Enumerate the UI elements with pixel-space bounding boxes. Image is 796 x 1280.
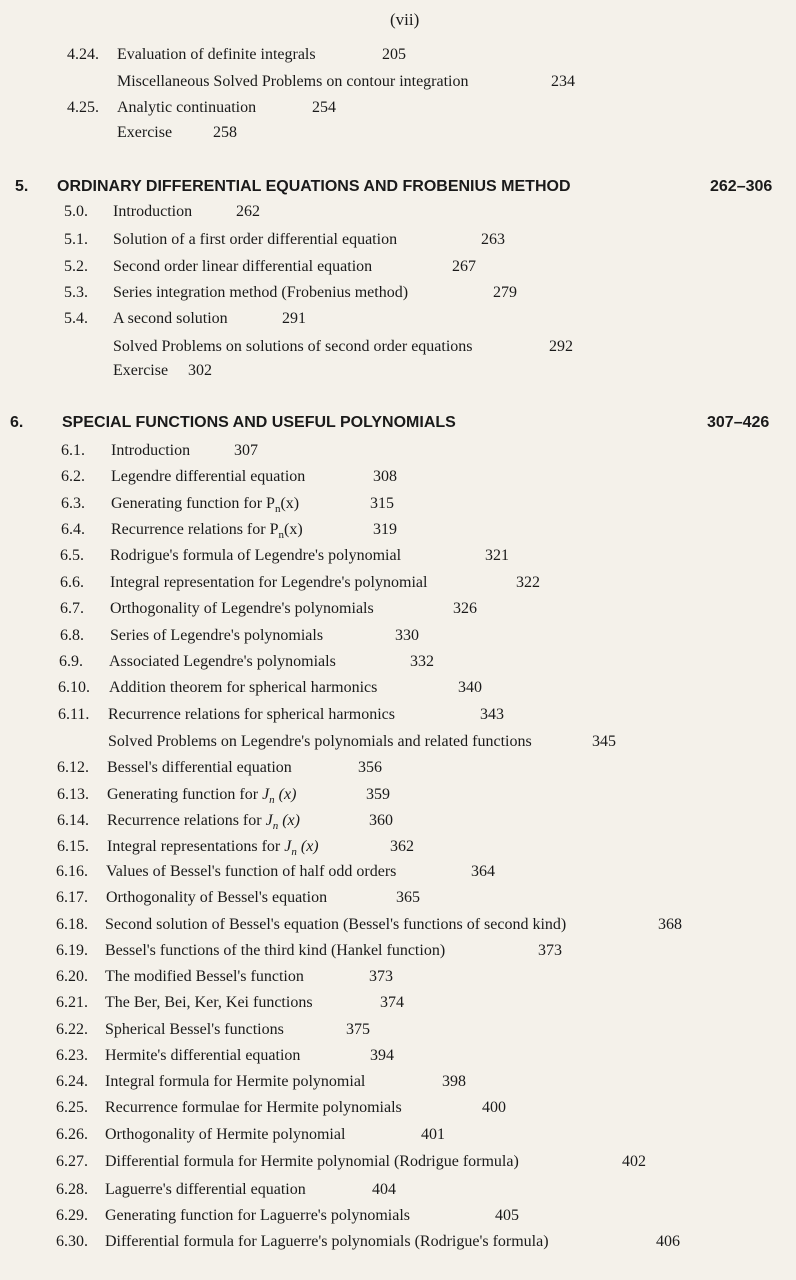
toc-entry-title-text: Integral formula for Hermite polynomial — [105, 1073, 366, 1090]
toc-entry-title-text: Exercise — [117, 124, 173, 141]
toc-entry-page: 319 — [373, 521, 397, 538]
toc-entry-title-text: The modified Bessel's function — [105, 968, 304, 985]
toc-entry-title-text: Solved Problems on Legendre's polynomials and related functions — [108, 733, 532, 750]
toc-entry-title — [111, 495, 299, 515]
toc-entry-title-text: Solved Problems on solutions of second order equations — [113, 338, 473, 355]
toc-entry-title — [108, 706, 395, 724]
toc-entry-title — [113, 258, 372, 276]
toc-entry-page: 373 — [538, 942, 562, 959]
toc-entry-title — [105, 1207, 410, 1225]
toc-entry-page: 254 — [312, 99, 336, 116]
toc-entry-title-text: Exercise — [113, 362, 169, 379]
toc-entry-title — [113, 203, 192, 221]
toc-entry-number: 5.3. — [64, 284, 88, 301]
toc-entry-title-text: Differential formula for Hermite polynomial (Rodrigue formula) — [105, 1153, 519, 1170]
toc-entry-title-text: Introduction — [111, 442, 191, 459]
toc-entry-title-suffix: (x) — [296, 838, 319, 855]
toc-entry-title — [105, 916, 566, 934]
toc-entry-title-text: Orthogonality of Bessel's equation — [106, 889, 328, 906]
toc-entry-title — [117, 46, 316, 64]
toc-entry-title — [113, 338, 473, 356]
toc-entry-number: 6.5. — [60, 547, 84, 564]
toc-entry-title-text: A second solution — [113, 310, 228, 327]
toc-entry-title — [109, 679, 377, 697]
toc-entry-page: 292 — [549, 338, 573, 355]
toc-entry-title — [105, 1126, 345, 1144]
toc-entry-number: 5.4. — [64, 310, 88, 327]
toc-entry-page: 291 — [282, 310, 306, 327]
toc-entry-number: 6.14. — [57, 812, 89, 829]
toc-entry-title-text: Bessel's differential equation — [107, 759, 292, 776]
toc-entry-subscript: n — [274, 503, 281, 516]
toc-entry-subscript: n — [272, 820, 279, 833]
toc-entry-title — [117, 124, 172, 142]
chapter-page-range: 262–306 — [710, 178, 773, 195]
toc-entry-title: Recurrence relations for $J_n$ (x) — [107, 812, 300, 833]
page-number: (vii) — [390, 10, 420, 29]
toc-entry-page: 405 — [495, 1207, 519, 1224]
toc-entry-title-text: Recurrence relations for spherical harmonics — [108, 706, 395, 723]
toc-entry-page: 400 — [482, 1099, 506, 1116]
toc-entry-page: 234 — [551, 73, 575, 90]
toc-entry-title — [117, 99, 256, 117]
toc-entry-page: 322 — [516, 574, 540, 591]
toc-entry-title-text: Associated Legendre's polynomials — [109, 653, 336, 670]
toc-entry-title-suffix: (x) — [283, 521, 303, 538]
toc-entry-subscript: n — [269, 794, 275, 807]
toc-entry-title-text: Integral representation for Legendre's polynomial — [110, 574, 428, 591]
toc-entry-title-text: Differential formula for Laguerre's polynomials (Rodrigue's formula) — [105, 1233, 549, 1250]
toc-entry-title-text: Second order linear differential equation — [113, 258, 373, 275]
toc-entry-page: 321 — [485, 547, 509, 564]
toc-entry-title — [107, 759, 292, 777]
toc-entry-number: 6.21. — [56, 994, 88, 1011]
toc-entry-title-text: Evaluation of definite integrals — [117, 46, 316, 63]
toc-entry-page: 345 — [592, 733, 616, 750]
toc-entry-number: 6.16. — [56, 863, 88, 880]
toc-entry-number: 6.6. — [60, 574, 84, 591]
toc-entry-number: 6.17. — [56, 889, 88, 906]
toc-entry-number: 6.20. — [56, 968, 88, 985]
toc-entry-number: 5.0. — [64, 203, 88, 220]
toc-entry-title-text: The Ber, Bei, Ker, Kei functions — [105, 994, 313, 1011]
toc-entry-title: Generating function for $J_n$ (x) — [107, 786, 297, 807]
toc-entry-title-text: Second solution of Bessel's equation (Bessel's functions of second kind) — [105, 916, 567, 933]
chapter-number: 5. — [15, 178, 29, 195]
toc-entry-title-text: Orthogonality of Legendre's polynomials — [110, 600, 374, 617]
toc-entry-title-text: Introduction — [113, 203, 193, 220]
toc-entry-page: 307 — [234, 442, 258, 459]
toc-entry-title-text: Miscellaneous Solved Problems on contour integration — [117, 73, 469, 90]
toc-entry-page: 364 — [471, 863, 495, 880]
toc-entry-title — [105, 1047, 300, 1065]
toc-entry-title-text: Generating function for Laguerre's polynomials — [105, 1207, 411, 1224]
toc-entry-title-text: Series integration method (Frobenius method) — [113, 284, 409, 301]
toc-entry-page: 326 — [453, 600, 477, 617]
toc-entry-title — [106, 863, 396, 881]
toc-entry-title — [110, 574, 427, 592]
toc-entry-number: 6.25. — [56, 1099, 88, 1116]
toc-entry-title-text: Values of Bessel's function of half odd orders — [106, 863, 397, 880]
toc-entry-title-text: Rodrigue's formula of Legendre's polynomial — [110, 547, 402, 564]
toc-entry-page: 394 — [370, 1047, 394, 1064]
toc-entry-title — [105, 1099, 402, 1117]
toc-entry-page: 330 — [395, 627, 419, 644]
toc-entry-title-text: Integral representations for — [107, 838, 285, 855]
toc-entry-page: 404 — [372, 1181, 396, 1198]
toc-entry-title — [105, 1021, 284, 1039]
toc-entry-page: 302 — [188, 362, 212, 379]
toc-entry-number: 6.3. — [61, 495, 85, 512]
toc-entry-title-text: Addition theorem for spherical harmonics — [109, 679, 378, 696]
toc-entry-page: 359 — [366, 786, 390, 803]
toc-entry-number: 6.19. — [56, 942, 88, 959]
toc-entry-title — [113, 231, 397, 249]
toc-entry-subscript: n — [278, 529, 284, 542]
toc-entry-page: 368 — [658, 916, 682, 933]
toc-entry-number: 6.1. — [61, 442, 85, 459]
toc-entry-page: 267 — [452, 258, 476, 275]
toc-entry-title-text: Series of Legendre's polynomials — [110, 627, 324, 644]
toc-entry-title-text: Generating function for P — [111, 495, 275, 512]
toc-entry-title — [113, 310, 228, 328]
toc-entry-title — [105, 1153, 519, 1171]
toc-entry-page: 360 — [369, 812, 393, 829]
toc-entry-page: 402 — [622, 1153, 646, 1170]
toc-entry-page: 362 — [390, 838, 414, 855]
toc-entry-title-text: Orthogonality of Hermite polynomial — [105, 1126, 346, 1143]
toc-entry-page: 365 — [396, 889, 420, 906]
toc-entry-subscript: n — [291, 846, 297, 859]
toc-entry-title-suffix: (x) — [274, 786, 297, 803]
toc-entry-number: 6.22. — [56, 1021, 88, 1038]
toc-entry-number: 6.30. — [56, 1233, 88, 1250]
toc-entry-title — [109, 653, 336, 671]
toc-entry-title-text: Recurrence relations for P — [111, 521, 279, 538]
toc-entry-page: 356 — [358, 759, 382, 776]
chapter-number: 6. — [10, 414, 24, 431]
toc-entry-page: 263 — [481, 231, 505, 248]
toc-entry-number: 4.25. — [67, 99, 99, 116]
toc-entry-title-suffix: (x) — [280, 495, 300, 512]
toc-entry-title — [105, 968, 304, 986]
toc-entry-title-suffix: (x) — [278, 812, 300, 829]
toc-entry-title-text: Bessel's functions of the third kind (Hankel function) — [105, 942, 446, 959]
toc-entry-page: 343 — [480, 706, 504, 723]
toc-entry-title-text: Recurrence relations for — [107, 812, 266, 829]
toc-entry-page: 308 — [373, 468, 397, 485]
toc-entry-title — [111, 442, 190, 460]
toc-entry-page: 406 — [656, 1233, 680, 1250]
toc-entry-number: 6.29. — [56, 1207, 88, 1224]
toc-entry-number: 6.4. — [61, 521, 85, 538]
toc-entry-number: 6.26. — [56, 1126, 88, 1143]
toc-entry-title — [110, 547, 401, 565]
toc-entry-page: 205 — [382, 46, 406, 63]
toc-entry-title-text: Legendre differential equation — [111, 468, 306, 485]
toc-entry-page: 262 — [236, 203, 260, 220]
toc-entry-number: 6.9. — [59, 653, 83, 670]
toc-entry-title-text: Generating function for — [107, 786, 263, 803]
chapter-page-range: 307–426 — [707, 414, 770, 431]
toc-entry-page: 279 — [493, 284, 517, 301]
toc-entry-title-text: Spherical Bessel's functions — [105, 1021, 284, 1038]
toc-entry-number: 6.24. — [56, 1073, 88, 1090]
toc-entry-number: 6.28. — [56, 1181, 88, 1198]
toc-entry-number: 6.2. — [61, 468, 85, 485]
toc-entry-title-text: Solution of a first order differential equation — [113, 231, 398, 248]
chapter-title: SPECIAL FUNCTIONS AND USEFUL POLYNOMIALS — [62, 414, 456, 431]
toc-entry-page: 374 — [380, 994, 404, 1011]
toc-entry-title — [105, 942, 445, 960]
toc-entry-title — [108, 733, 532, 751]
toc-entry-page: 332 — [410, 653, 434, 670]
chapter-title: ORDINARY DIFFERENTIAL EQUATIONS AND FROBENIUS METHOD — [57, 178, 571, 195]
toc-entry-title — [105, 1181, 306, 1199]
toc-entry-number: 6.23. — [56, 1047, 88, 1064]
toc-entry-page: 258 — [213, 124, 237, 141]
toc-entry-title-text: Analytic continuation — [117, 99, 257, 116]
toc-entry-page: 315 — [370, 495, 394, 512]
toc-entry-title — [106, 889, 327, 907]
toc-entry-number: 4.24. — [67, 46, 99, 63]
toc-entry-title-text: Recurrence formulae for Hermite polynomials — [105, 1099, 402, 1116]
toc-entry-title-text: Hermite's differential equation — [105, 1047, 301, 1064]
toc-entry-title — [110, 627, 323, 645]
toc-entry-title — [113, 284, 408, 302]
toc-entry-page: 340 — [458, 679, 482, 696]
toc-entry-page: 398 — [442, 1073, 466, 1090]
toc-entry-page: 375 — [346, 1021, 370, 1038]
toc-entry-title — [105, 1233, 549, 1251]
toc-entry-title: Integral representations for $J_n$ (x) — [107, 838, 319, 859]
toc-entry-number: 6.12. — [57, 759, 89, 776]
toc-entry-page: 373 — [369, 968, 393, 985]
toc-entry-number: 5.2. — [64, 258, 88, 275]
toc-entry-title — [111, 521, 303, 541]
toc-entry-title — [113, 362, 168, 380]
toc-entry-title — [105, 1073, 365, 1091]
toc-entry-number: 6.13. — [57, 786, 89, 803]
toc-entry-number: 5.1. — [64, 231, 88, 248]
toc-entry-number: 6.18. — [56, 916, 88, 933]
toc-entry-number: 6.8. — [60, 627, 84, 644]
toc-entry-title — [117, 73, 469, 91]
toc-entry-title — [111, 468, 305, 486]
toc-entry-page: 401 — [421, 1126, 445, 1143]
toc-entry-number: 6.7. — [60, 600, 84, 617]
toc-entry-title-text: Laguerre's differential equation — [105, 1181, 306, 1198]
toc-entry-number: 6.15. — [57, 838, 89, 855]
toc-entry-number: 6.27. — [56, 1153, 88, 1170]
toc-entry-title — [110, 600, 374, 618]
toc-entry-number: 6.10. — [58, 679, 90, 696]
toc-entry-number: 6.11. — [58, 706, 90, 723]
toc-entry-title — [105, 994, 313, 1012]
